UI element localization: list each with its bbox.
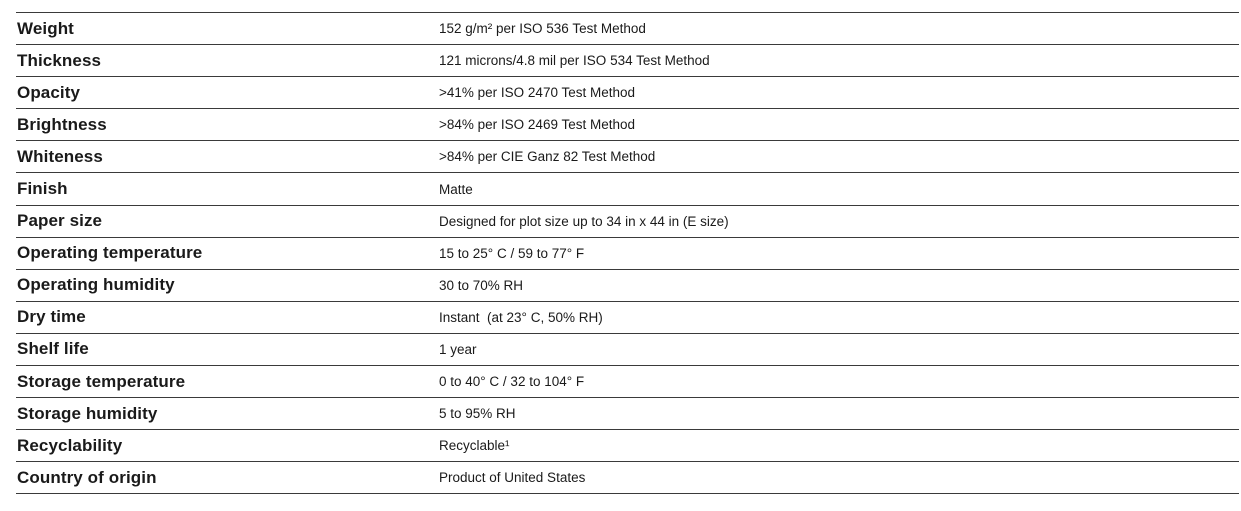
spec-label: Storage humidity [17, 403, 158, 423]
spec-value: 30 to 70% RH [439, 277, 524, 293]
spec-row-shelf-life [16, 334, 1239, 366]
spec-label: Paper size [17, 211, 103, 231]
spec-row-thickness [16, 45, 1239, 77]
spec-label: Finish [17, 179, 68, 199]
spec-value: 152 g/m² per ISO 536 Test Method [439, 21, 646, 37]
spec-label: Operating humidity [17, 275, 175, 295]
spec-row-storage-temperature [16, 366, 1239, 398]
spec-row-dry-time [16, 302, 1239, 334]
spec-row-finish [16, 173, 1239, 205]
spec-value: >41% per ISO 2470 Test Method [439, 85, 636, 101]
spec-row-opacity [16, 77, 1239, 109]
spec-label: Country of origin [17, 467, 157, 487]
spec-label: Opacity [17, 82, 81, 102]
spec-value: 5 to 95% RH [439, 406, 516, 422]
spec-value: 121 microns/4.8 mil per ISO 534 Test Method [439, 53, 710, 69]
spec-label: Whiteness [17, 146, 103, 166]
spec-value: Matte [439, 181, 473, 197]
spec-label: Operating temperature [17, 243, 203, 263]
spec-value: Recyclable¹ [439, 438, 510, 454]
spec-label: Weight [17, 18, 74, 38]
spec-row-operating-temperature [16, 238, 1239, 270]
spec-value: 1 year [439, 341, 477, 357]
spec-value: Product of United States [439, 470, 586, 486]
spec-row-weight [16, 13, 1239, 45]
spec-label: Thickness [17, 50, 102, 70]
spec-value: Designed for plot size up to 34 in x 44 in (E size) [439, 213, 729, 229]
spec-row-brightness [16, 109, 1239, 141]
spec-label: Recyclability [17, 435, 123, 455]
spec-label: Dry time [17, 307, 86, 327]
spec-row-storage-humidity [16, 398, 1239, 430]
spec-row-operating-humidity [16, 270, 1239, 302]
spec-row-paper-size [16, 206, 1239, 238]
spec-value: >84% per CIE Ganz 82 Test Method [439, 149, 656, 165]
spec-label: Shelf life [17, 339, 89, 359]
spec-row-country-of-origin [16, 462, 1239, 494]
spec-value: 15 to 25° C / 59 to 77° F [439, 245, 585, 261]
specifications-table [16, 12, 1239, 494]
spec-label: Storage temperature [17, 371, 186, 391]
spec-value: >84% per ISO 2469 Test Method [439, 117, 636, 133]
spec-row-whiteness [16, 141, 1239, 173]
spec-value: 0 to 40° C / 32 to 104° F [439, 374, 585, 390]
spec-value: Instant (at 23° C, 50% RH) [439, 309, 603, 325]
spec-label: Brightness [17, 114, 107, 134]
spec-row-recyclability [16, 430, 1239, 462]
